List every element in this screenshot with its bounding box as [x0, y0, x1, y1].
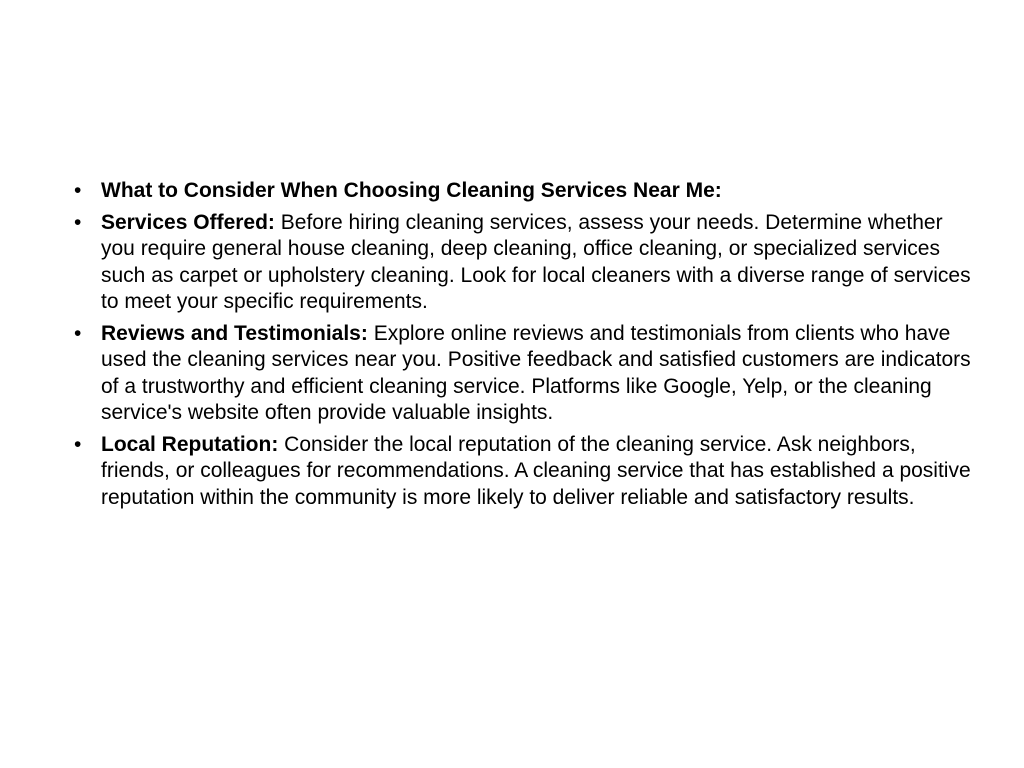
- bullet-text: Explore online reviews and testimonials from clients who have used the cleaning services near you. Positive feedback and satisfied customers are indicators of a trustworthy and efficient cleaning service. Platforms like Google, Yelp, or the cleaning service's website often provide valuable insights.: [101, 321, 971, 424]
- bullet-item-intro: [72, 178, 972, 205]
- bullet-heading: Reviews and Testimonials:: [101, 321, 368, 345]
- bullet-dot-icon: •: [74, 432, 82, 456]
- bullet-dot-icon: •: [74, 321, 82, 345]
- bullet-item-services-offered: [72, 210, 972, 316]
- bullet-heading: Local Reputation:: [101, 432, 279, 456]
- bullet-text: Consider the local reputation of the cleaning service. Ask neighbors, friends, or colleagues for recommendations. A cleaning service that has established a positive reputation within the community is more likely to deliver reliable and satisfactory results.: [101, 432, 971, 509]
- bullet-heading: Services Offered:: [101, 210, 275, 234]
- bullet-text: Before hiring cleaning services, assess your needs. Determine whether you require general house cleaning, deep cleaning, office cleaning, or specialized services such as carpet or upholstery cleaning. Look for local cleaners with a diverse range of services to meet your specific requirements.: [101, 210, 971, 313]
- bullet-dot-icon: •: [74, 179, 82, 202]
- bullet-item-reviews: [72, 321, 972, 427]
- bullet-list: [72, 178, 972, 516]
- bullet-item-local-reputation: [72, 432, 972, 512]
- bullet-dot-icon: •: [74, 210, 82, 234]
- bullet-heading: What to Consider When Choosing Cleaning Services Near Me:: [101, 179, 722, 202]
